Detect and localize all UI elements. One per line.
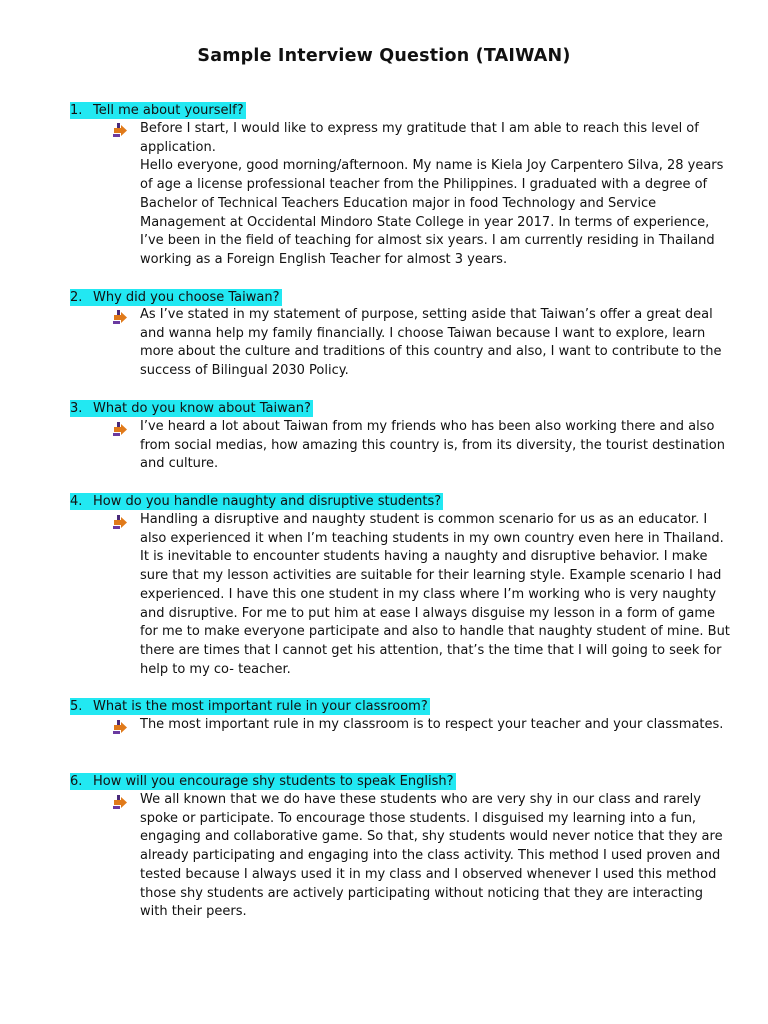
question-text: What is the most important rule in your classroom? bbox=[93, 699, 428, 714]
arrow-bullet-icon bbox=[113, 795, 127, 809]
question-6 bbox=[70, 773, 456, 790]
answer-6 bbox=[140, 791, 730, 922]
answer-paragraph: I’ve heard a lot about Taiwan from my friends who has been also working there and also from social medias, how amazing this country is, from its diversity, the tourist destination and culture. bbox=[140, 419, 725, 472]
question-number: 1. bbox=[70, 103, 83, 118]
question-5 bbox=[70, 698, 430, 715]
answer-paragraph: As I’ve stated in my statement of purpose, setting aside that Taiwan’s offer a great deal and wanna help my family financially. I choose Taiwan because I want to explore, learn more about the culture and traditions of this country and also, I want to contribute to the success of Bilingual 2030 Policy. bbox=[140, 307, 722, 379]
arrow-bullet-icon bbox=[113, 310, 127, 324]
question-2 bbox=[70, 289, 282, 306]
answer-paragraph: Hello everyone, good morning/afternoon. My name is Kiela Joy Carpentero Silva, 28 years of age a license professional teacher from the Philippines. I graduated with a degree of Bachelor of Technical Teachers Education major in food Technology and Service Management at Occidental Mindoro State College in year 2017. In terms of experience, I’ve been in the field of teaching for almost six years. I am currently residing in Thailand working as a Foreign English Teacher for almost 3 years. bbox=[140, 158, 724, 267]
answer-2 bbox=[140, 306, 730, 381]
answer-3 bbox=[140, 418, 730, 474]
answer-1 bbox=[140, 120, 730, 270]
question-number: 3. bbox=[70, 401, 83, 416]
question-text: Tell me about yourself? bbox=[93, 103, 244, 118]
arrow-bullet-icon bbox=[113, 720, 127, 734]
answer-4 bbox=[140, 511, 730, 679]
question-number: 5. bbox=[70, 699, 83, 714]
answer-5 bbox=[140, 716, 730, 735]
question-1 bbox=[70, 102, 246, 119]
answer-paragraph: Handling a disruptive and naughty student is common scenario for us as an educator. I also experienced it when I’m teaching students in my own country even here in Thailand. It is inevitable to encounter students having a naughty and disruptive behavior. I make sure that my lesson activities are suitable for their learning style. Example scenario I had experienced. I have this one student in my class where I’m working who is very naughty and disruptive. For me to put him at ease I always disguise my lesson in a form of game for me to make everyone participate and also to handle that naughty student of mine. But there are times that I cannot get his attention, that’s the time that I will going to seek for help to my co- teacher. bbox=[140, 512, 730, 677]
answer-paragraph: Before I start, I would like to express my gratitude that I am able to reach this level of application. bbox=[140, 121, 699, 155]
arrow-bullet-icon bbox=[113, 515, 127, 529]
question-text: How do you handle naughty and disruptive students? bbox=[93, 494, 442, 509]
document-title: Sample Interview Question (TAIWAN) bbox=[197, 46, 571, 66]
question-number: 6. bbox=[70, 774, 83, 789]
question-text: How will you encourage shy students to speak English? bbox=[93, 774, 454, 789]
answer-paragraph: We all known that we do have these students who are very shy in our class and rarely spoke or participate. To encourage those students. I disguised my learning into a fun, engaging and collaborative game. So that, shy students would never notice that they are already participating and engaging into the class activity. This method I used proven and tested because I always used it in my class and I observed whenever I used this method those shy students are actively participating without noticing that they are interacting with their peers. bbox=[140, 792, 723, 920]
answer-paragraph: The most important rule in my classroom is to respect your teacher and your classmates. bbox=[140, 717, 724, 732]
question-text: Why did you choose Taiwan? bbox=[93, 290, 280, 305]
question-text: What do you know about Taiwan? bbox=[93, 401, 311, 416]
question-number: 2. bbox=[70, 290, 83, 305]
arrow-bullet-icon bbox=[113, 123, 127, 137]
arrow-bullet-icon bbox=[113, 422, 127, 436]
question-number: 4. bbox=[70, 494, 83, 509]
question-4 bbox=[70, 493, 443, 510]
question-3 bbox=[70, 400, 313, 417]
